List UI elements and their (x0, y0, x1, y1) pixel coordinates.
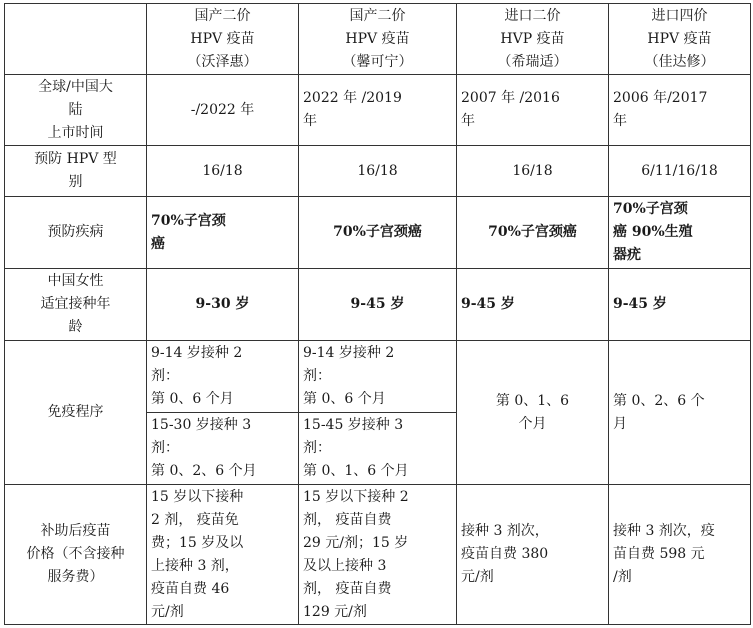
hpv-vaccine-table (4, 3, 751, 625)
cell-disease-4: 70%子宫颈 癌 90%生殖 器疣 (609, 197, 751, 269)
cell-price-1: 15 岁以下接种 2 剂， 疫苗免 费；15 岁及以 上接种 3 剂， 疫苗自费 46 元/剂 (147, 485, 299, 625)
cell-launch-2: 2022 年 /2019 年 (299, 75, 457, 146)
cell-types-1: 16/18 (147, 146, 299, 197)
cell-age-1: 9-30 岁 (147, 269, 299, 341)
cell-price-3: 接种 3 剂次， 疫苗自费 380 元/剂 (457, 485, 609, 625)
header-corner (5, 4, 147, 75)
header-cervarix-bivalent: 进口二价 HVP 疫苗 （希瑞适） (457, 4, 609, 75)
cell-age-2: 9-45 岁 (299, 269, 457, 341)
table-row-types (5, 146, 751, 197)
cell-disease-1: 70%子宫颈 癌 (147, 197, 299, 269)
cell-age-3: 9-45 岁 (457, 269, 609, 341)
header-row (5, 4, 751, 75)
row-label-launch: 全球/中国大 陆 上市时间 (5, 75, 147, 146)
table-row-launch (5, 75, 751, 146)
cell-disease-2: 70%子宫颈癌 (299, 197, 457, 269)
cell-schedule-3: 第 0、1、6 个月 (457, 341, 609, 485)
cell-types-2: 16/18 (299, 146, 457, 197)
cell-schedule-1-bottom: 15-30 岁接种 3 剂： 第 0、2、6 个月 (147, 413, 299, 485)
cell-price-2: 15 岁以下接种 2 剂， 疫苗自费 29 元/剂；15 岁 及以上接种 3 剂， 疫苗自费 129 元/剂 (299, 485, 457, 625)
cell-schedule-2-bottom: 15-45 岁接种 3 剂： 第 0、1、6 个月 (299, 413, 457, 485)
cell-launch-1: -/2022 年 (147, 75, 299, 146)
row-label-types: 预防 HPV 型 别 (5, 146, 147, 197)
cell-schedule-2-top: 9-14 岁接种 2 剂： 第 0、6 个月 (299, 341, 457, 413)
cell-types-3: 16/18 (457, 146, 609, 197)
row-label-schedule: 免疫程序 (5, 341, 147, 485)
cell-price-4: 接种 3 剂次，疫 苗自费 598 元 /剂 (609, 485, 751, 625)
table-row-schedule-a (5, 341, 751, 413)
cell-types-4: 6/11/16/18 (609, 146, 751, 197)
cell-launch-4: 2006 年/2017 年 (609, 75, 751, 146)
cell-schedule-1-top: 9-14 岁接种 2 剂： 第 0、6 个月 (147, 341, 299, 413)
header-gardasil-quadrivalent: 进口四价 HPV 疫苗 （佳达修） (609, 4, 751, 75)
table-row-disease (5, 197, 751, 269)
cell-schedule-4: 第 0、2、6 个 月 (609, 341, 751, 485)
header-cecolin-bivalent: 国产二价 HPV 疫苗 （馨可宁） (299, 4, 457, 75)
header-walvax-bivalent: 国产二价 HPV 疫苗 （沃泽惠） (147, 4, 299, 75)
cell-age-4: 9-45 岁 (609, 269, 751, 341)
table-row-age (5, 269, 751, 341)
row-label-disease: 预防疾病 (5, 197, 147, 269)
cell-disease-3: 70%子宫颈癌 (457, 197, 609, 269)
row-label-price: 补助后疫苗 价格（不含接种 服务费） (5, 485, 147, 625)
row-label-age: 中国女性 适宜接种年 龄 (5, 269, 147, 341)
cell-launch-3: 2007 年 /2016 年 (457, 75, 609, 146)
table-row-price (5, 485, 751, 625)
